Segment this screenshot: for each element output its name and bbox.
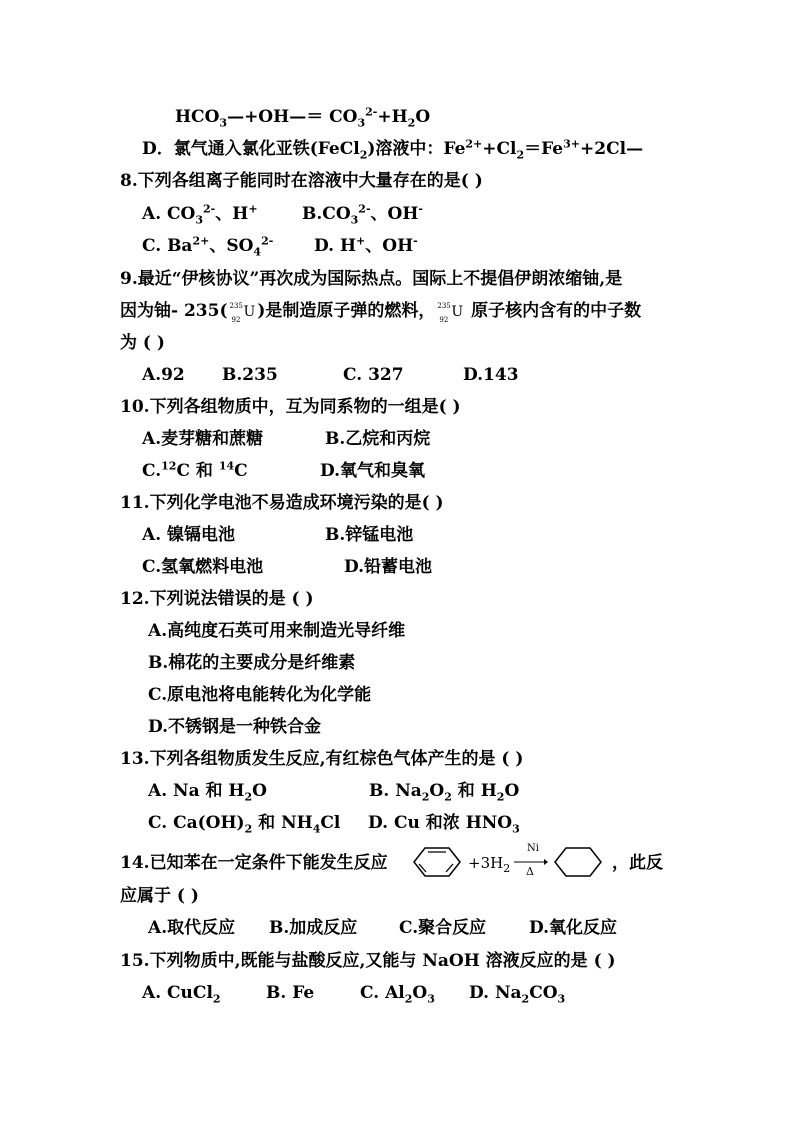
q15-option-d: D. $Na_2CO_3$ bbox=[469, 983, 566, 1006]
question-9-line-2: 因为铀- 235( 235 92 U )是制造原子弹的燃料， 235 92 U 原子核内含有的中子数 bbox=[120, 301, 642, 324]
hydrogen-reagent: $+3H_2$ bbox=[468, 854, 511, 875]
q15-option-b: B. Fe bbox=[266, 983, 315, 1003]
q13-option-a: A. Na 和 $H_2O$ bbox=[148, 781, 267, 804]
question-8: 8.下列各组离子能同时在溶液中大量存在的是( ) bbox=[120, 171, 483, 191]
q11-option-a: A. 镍镉电池 bbox=[142, 525, 236, 545]
q11-option-c: C.氢氧燃料电池 bbox=[142, 557, 264, 577]
q12-option-d: D.不锈钢是一种铁合金 bbox=[148, 717, 322, 737]
q10-option-a: A.麦芽糖和蔗糖 bbox=[142, 429, 264, 449]
q12-option-c: C.原电池将电能转化为化学能 bbox=[148, 685, 372, 705]
question-13: 13.下列各组物质发生反应,有红棕色气体产生的是 ( ) bbox=[120, 749, 524, 769]
uranium-isotope-2: 235 92 U bbox=[437, 302, 464, 324]
q14-option-d: D.氧化反应 bbox=[529, 918, 618, 938]
q15-option-a: A. CuCl$_2$ bbox=[142, 983, 221, 1006]
q11-option-b: B.锌锰电池 bbox=[325, 525, 414, 545]
q12-option-a: A.高纯度石英可用来制造光导纤维 bbox=[148, 621, 406, 641]
q8-option-d: D. H+、OH- bbox=[314, 234, 418, 256]
q8-option-c: C. $Ba^{2+}$、$SO_4^{2-}$ bbox=[142, 234, 274, 259]
catalyst-label: Ni bbox=[527, 843, 539, 854]
q10-option-b: B.乙烷和丙烷 bbox=[325, 429, 431, 449]
q8-option-a: A. $CO_3^{2-}$、H+ bbox=[142, 202, 258, 227]
uranium-isotope: 235 92 U bbox=[229, 302, 256, 324]
q13-option-d: D. Cu 和浓 $HNO_3$ bbox=[368, 813, 520, 836]
q9-option-a: A.92 bbox=[142, 365, 185, 385]
question-15: 15.下列物质中,既能与盐酸反应,又能与 NaOH 溶液反应的是 ( ) bbox=[120, 951, 616, 971]
q8-option-b: $B.CO_3^{2-}$、OH- bbox=[302, 202, 423, 227]
q13-option-c: C. $Ca(OH)_2$ 和 $NH_4Cl$ bbox=[148, 813, 341, 836]
heat-condition: Δ bbox=[526, 865, 534, 878]
question-11: 11.下列化学电池不易造成环境污染的是( ) bbox=[120, 493, 444, 513]
question-14-tail: ，此反 bbox=[612, 853, 663, 873]
q10-option-c: C.$^{12}$C 和 $^{14}$C bbox=[142, 459, 248, 481]
q12-option-b: B.棉花的主要成分是纤维素 bbox=[148, 653, 356, 673]
question-14-line-2: 应属于 ( ) bbox=[120, 886, 199, 906]
q13-option-b: B. $Na_2O_2$ 和 $H_2O$ bbox=[369, 781, 520, 804]
equation-bicarbonate: $HCO_3—+OH—= CO_3^{2-}+H_2O$ bbox=[175, 105, 431, 130]
q11-option-d: D.铅蓄电池 bbox=[344, 557, 433, 577]
q9-option-c: C. 327 bbox=[343, 365, 404, 385]
question-10: 10.下列各组物质中，互为同系物的一组是( ) bbox=[120, 397, 461, 417]
q9-option-b: B.235 bbox=[222, 365, 278, 385]
question-14-line-1: 14.已知苯在一定条件下能发生反应 bbox=[120, 853, 388, 873]
option-d-chlorine: D．氯气通入氯化亚铁(FeCl$_2$)溶液中：$Fe^{2+}+Cl_2=Fe^{3+}+2Cl—$ bbox=[142, 137, 644, 162]
q14-option-a: A.取代反应 bbox=[148, 918, 236, 938]
q10-option-d: D.氧气和臭氧 bbox=[320, 461, 426, 481]
benzene-ring-icon bbox=[412, 845, 462, 879]
question-9-line-1: 9.最近“伊核协议”再次成为国际热点。国际上不提倡伊朗浓缩铀,是 bbox=[120, 269, 623, 289]
q15-option-c: C. $Al_2O_3$ bbox=[360, 983, 435, 1006]
q9-option-d: D.143 bbox=[463, 365, 519, 385]
q14-option-c: C.聚合反应 bbox=[399, 918, 487, 938]
q14-option-b: B.加成反应 bbox=[269, 918, 358, 938]
cyclohexane-ring-icon bbox=[553, 845, 603, 879]
question-12: 12.下列说法错误的是 ( ) bbox=[120, 589, 314, 609]
question-9-line-3: 为 ( ) bbox=[120, 333, 165, 353]
